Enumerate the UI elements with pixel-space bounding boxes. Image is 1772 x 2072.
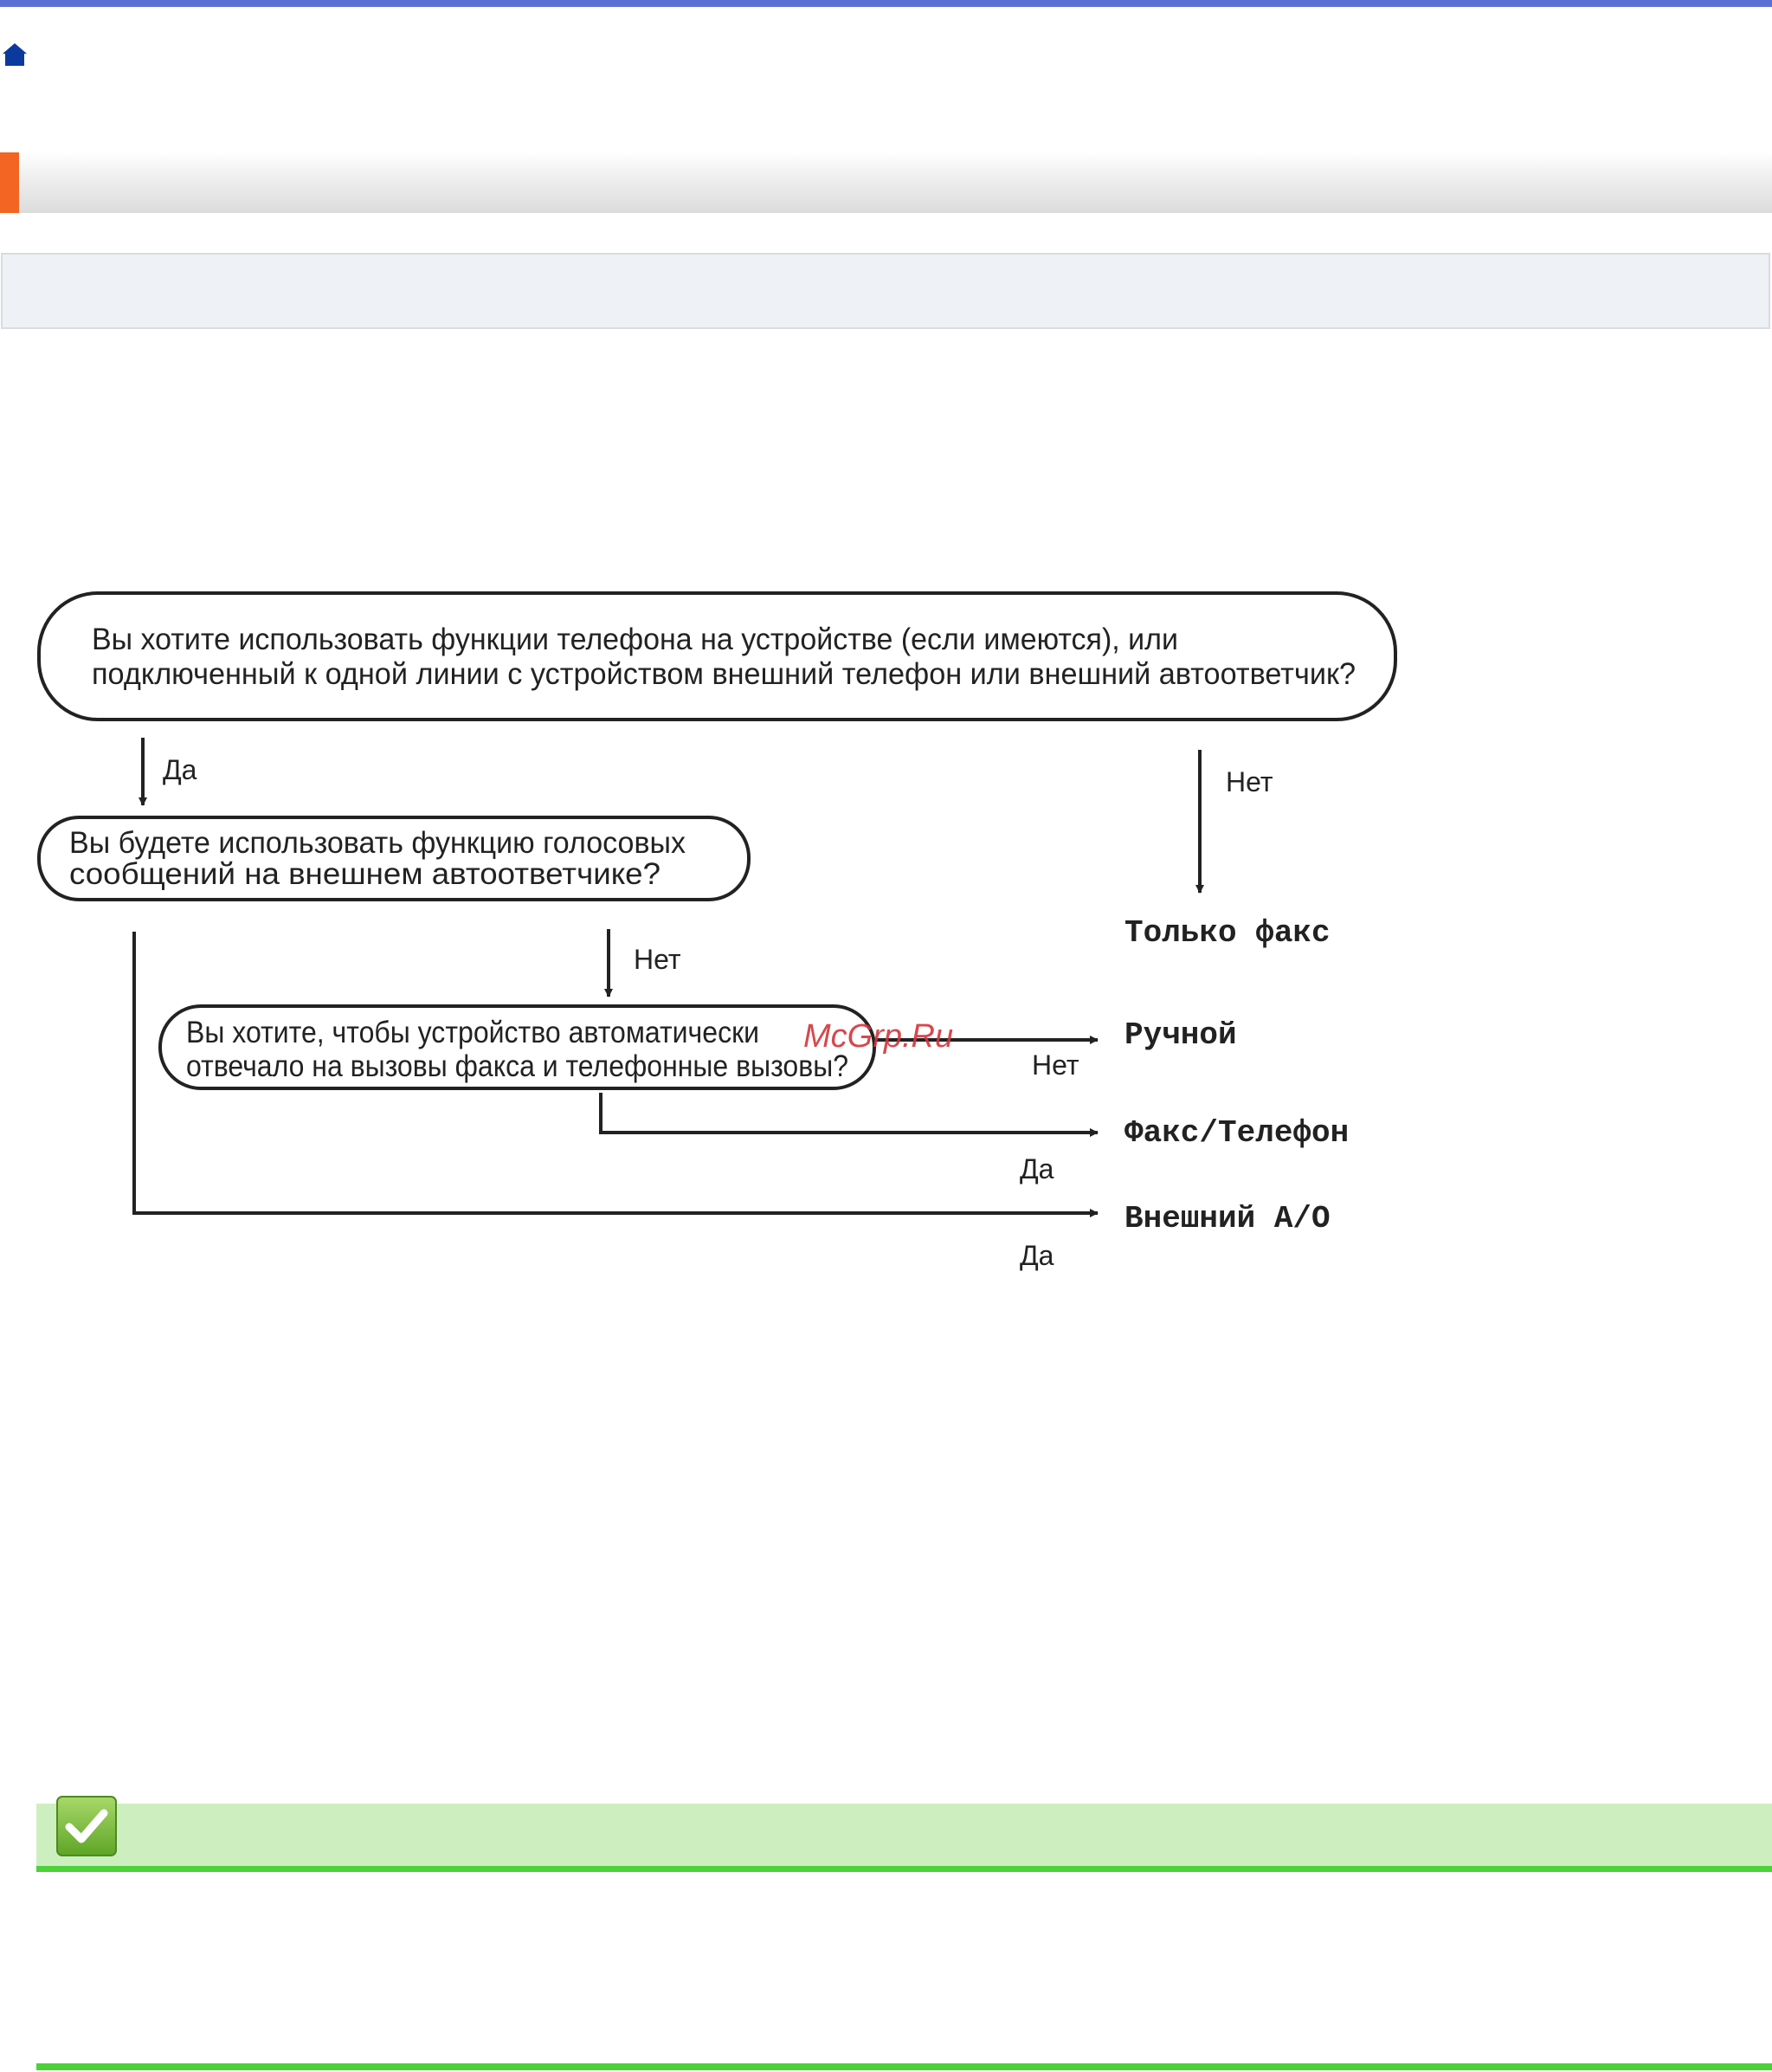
q1-yes-label: Да — [163, 754, 197, 785]
q3-line2: отвечало на вызовы факса и телефонные вызовы? — [186, 1049, 848, 1083]
q1-no-label: Нет — [1226, 766, 1273, 797]
checkmark-icon — [55, 1795, 118, 1857]
bottom-divider — [36, 2063, 1772, 2070]
related-info-bar — [36, 1804, 1772, 1872]
q2-no-label: Нет — [634, 944, 681, 975]
q3-no-label: Нет — [1032, 1049, 1079, 1081]
result-fax-only: Только факс — [1124, 915, 1331, 951]
result-manual: Ручной — [1124, 1017, 1237, 1053]
q1-box — [39, 593, 1395, 720]
q3-line1: Вы хотите, чтобы устройство автоматически — [186, 1016, 759, 1049]
watermark: McGrp.Ru — [803, 1018, 954, 1055]
q2-line1: Вы будете использовать функцию голосовых — [69, 826, 686, 860]
q1-line2: подключенный к одной линии с устройством внешний телефон или внешний автоответчик? — [92, 657, 1356, 691]
q3-yes-label: Да — [1020, 1153, 1054, 1184]
q3-yes-arrow — [601, 1093, 1098, 1133]
result-external-tad: Внешний А/О — [1124, 1201, 1331, 1236]
q1-line1: Вы хотите использовать функции телефона на устройстве (если имеются), или — [92, 623, 1178, 656]
result-fax-tel: Факс/Телефон — [1124, 1115, 1350, 1151]
q2-line2: сообщений на внешнем автоответчике? — [69, 857, 660, 891]
q2-yes-label: Да — [1020, 1240, 1054, 1271]
